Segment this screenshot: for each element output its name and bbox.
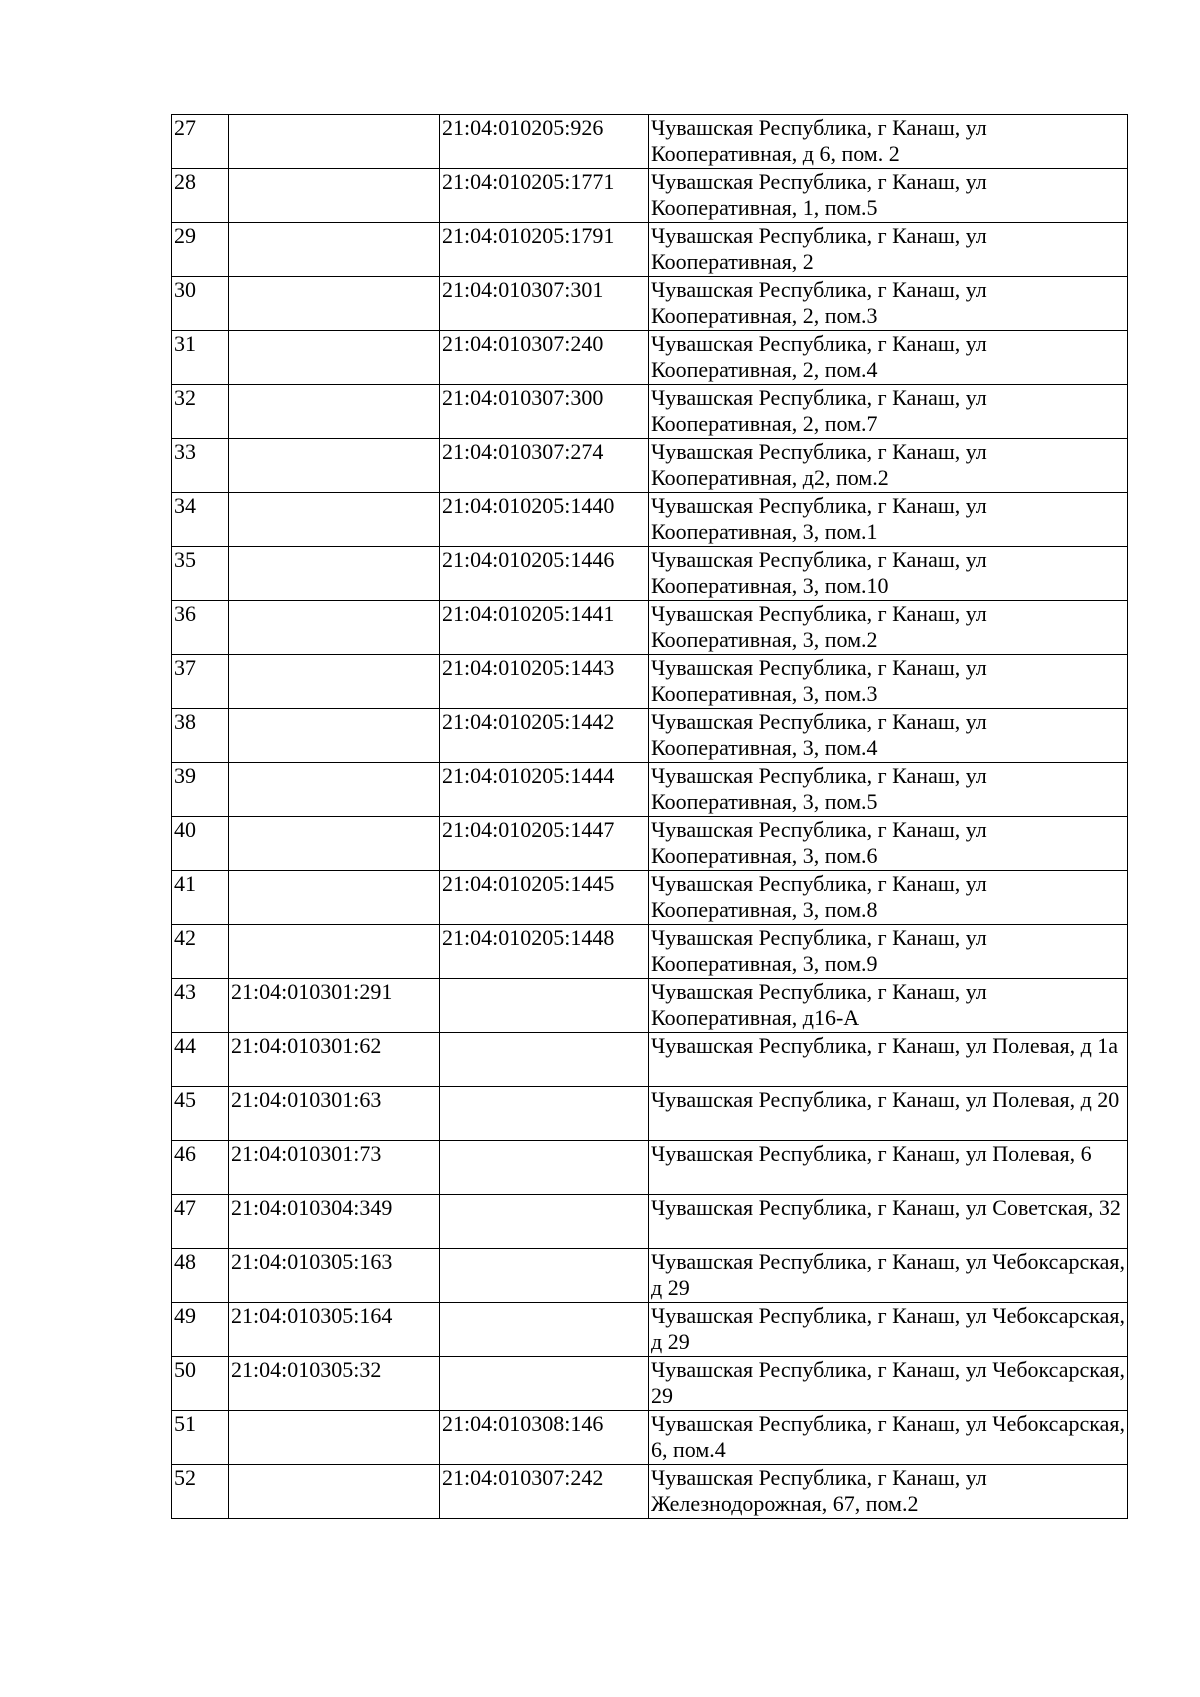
table-row bbox=[172, 385, 1128, 439]
address-cell: Чувашская Республика, г Канаш, ул Кооперативная, 3, пом.6 bbox=[649, 817, 1128, 871]
table-row bbox=[172, 601, 1128, 655]
row-number-cell: 30 bbox=[172, 277, 229, 331]
premises-cadastral-number-cell: 21:04:010307:301 bbox=[440, 277, 649, 331]
premises-cadastral-number-cell: 21:04:010307:240 bbox=[440, 331, 649, 385]
address-cell: Чувашская Республика, г Канаш, ул Чебоксарская, 6, пом.4 bbox=[649, 1411, 1128, 1465]
premises-cadastral-number-cell: 21:04:010205:1444 bbox=[440, 763, 649, 817]
address-cell: Чувашская Республика, г Канаш, ул Кооперативная, 3, пом.4 bbox=[649, 709, 1128, 763]
premises-cadastral-number-cell: 21:04:010205:1445 bbox=[440, 871, 649, 925]
table-row bbox=[172, 763, 1128, 817]
row-number-cell: 44 bbox=[172, 1033, 229, 1087]
address-cell: Чувашская Республика, г Канаш, ул Чебоксарская, д 29 bbox=[649, 1303, 1128, 1357]
cadastral-number-cell: 21:04:010304:349 bbox=[229, 1195, 440, 1249]
table-row bbox=[172, 817, 1128, 871]
row-number-cell: 51 bbox=[172, 1411, 229, 1465]
row-number-cell: 27 bbox=[172, 115, 229, 169]
address-cell: Чувашская Республика, г Канаш, ул Кооперативная, д2, пом.2 bbox=[649, 439, 1128, 493]
address-cell: Чувашская Республика, г Канаш, ул Кооперативная, 3, пом.5 bbox=[649, 763, 1128, 817]
row-number-cell: 37 bbox=[172, 655, 229, 709]
premises-cadastral-number-cell bbox=[440, 1033, 649, 1087]
cadastral-number-cell: 21:04:010305:163 bbox=[229, 1249, 440, 1303]
table-row bbox=[172, 1465, 1128, 1519]
row-number-cell: 45 bbox=[172, 1087, 229, 1141]
cadastral-number-cell: 21:04:010305:32 bbox=[229, 1357, 440, 1411]
address-cell: Чувашская Республика, г Канаш, ул Кооперативная, 2 bbox=[649, 223, 1128, 277]
premises-cadastral-number-cell bbox=[440, 1087, 649, 1141]
row-number-cell: 46 bbox=[172, 1141, 229, 1195]
row-number-cell: 43 bbox=[172, 979, 229, 1033]
address-cell: Чувашская Республика, г Канаш, ул Кооперативная, 2, пом.3 bbox=[649, 277, 1128, 331]
table-row bbox=[172, 1249, 1128, 1303]
row-number-cell: 50 bbox=[172, 1357, 229, 1411]
premises-cadastral-number-cell: 21:04:010205:1447 bbox=[440, 817, 649, 871]
premises-cadastral-number-cell: 21:04:010307:242 bbox=[440, 1465, 649, 1519]
table-row bbox=[172, 1087, 1128, 1141]
table-row bbox=[172, 547, 1128, 601]
cadastral-number-cell: 21:04:010301:73 bbox=[229, 1141, 440, 1195]
premises-cadastral-number-cell bbox=[440, 1249, 649, 1303]
address-cell: Чувашская Республика, г Канаш, ул Кооперативная, 3, пом.3 bbox=[649, 655, 1128, 709]
cadastral-number-cell bbox=[229, 1465, 440, 1519]
table-row bbox=[172, 1357, 1128, 1411]
address-cell: Чувашская Республика, г Канаш, ул Кооперативная, 1, пом.5 bbox=[649, 169, 1128, 223]
premises-cadastral-number-cell bbox=[440, 1141, 649, 1195]
address-cell: Чувашская Республика, г Канаш, ул Полевая, д 20 bbox=[649, 1087, 1128, 1141]
cadastral-number-cell bbox=[229, 1411, 440, 1465]
premises-cadastral-number-cell: 21:04:010307:274 bbox=[440, 439, 649, 493]
table-row bbox=[172, 1141, 1128, 1195]
row-number-cell: 35 bbox=[172, 547, 229, 601]
table-row bbox=[172, 1303, 1128, 1357]
table-row bbox=[172, 493, 1128, 547]
row-number-cell: 42 bbox=[172, 925, 229, 979]
row-number-cell: 32 bbox=[172, 385, 229, 439]
premises-cadastral-number-cell: 21:04:010205:1441 bbox=[440, 601, 649, 655]
table-row bbox=[172, 1033, 1128, 1087]
cadastral-number-cell bbox=[229, 655, 440, 709]
premises-cadastral-number-cell bbox=[440, 1303, 649, 1357]
cadastral-number-cell bbox=[229, 331, 440, 385]
row-number-cell: 48 bbox=[172, 1249, 229, 1303]
address-cell: Чувашская Республика, г Канаш, ул Железнодорожная, 67, пом.2 bbox=[649, 1465, 1128, 1519]
premises-cadastral-number-cell: 21:04:010205:1448 bbox=[440, 925, 649, 979]
row-number-cell: 47 bbox=[172, 1195, 229, 1249]
premises-cadastral-number-cell: 21:04:010205:1443 bbox=[440, 655, 649, 709]
cadastral-number-cell bbox=[229, 763, 440, 817]
address-cell: Чувашская Республика, г Канаш, ул Кооперативная, 3, пом.9 bbox=[649, 925, 1128, 979]
row-number-cell: 52 bbox=[172, 1465, 229, 1519]
cadastral-number-cell bbox=[229, 817, 440, 871]
table-row bbox=[172, 925, 1128, 979]
row-number-cell: 29 bbox=[172, 223, 229, 277]
table-row bbox=[172, 223, 1128, 277]
property-table bbox=[171, 114, 1128, 1519]
premises-cadastral-number-cell bbox=[440, 979, 649, 1033]
cadastral-number-cell bbox=[229, 115, 440, 169]
cadastral-number-cell bbox=[229, 601, 440, 655]
address-cell: Чувашская Республика, г Канаш, ул Чебоксарская, 29 bbox=[649, 1357, 1128, 1411]
table-row bbox=[172, 871, 1128, 925]
premises-cadastral-number-cell: 21:04:010308:146 bbox=[440, 1411, 649, 1465]
address-cell: Чувашская Республика, г Канаш, ул Чебоксарская, д 29 bbox=[649, 1249, 1128, 1303]
premises-cadastral-number-cell: 21:04:010205:1442 bbox=[440, 709, 649, 763]
cadastral-number-cell bbox=[229, 871, 440, 925]
premises-cadastral-number-cell: 21:04:010205:1791 bbox=[440, 223, 649, 277]
row-number-cell: 34 bbox=[172, 493, 229, 547]
row-number-cell: 39 bbox=[172, 763, 229, 817]
table-row bbox=[172, 979, 1128, 1033]
address-cell: Чувашская Республика, г Канаш, ул Кооперативная, 3, пом.1 bbox=[649, 493, 1128, 547]
premises-cadastral-number-cell bbox=[440, 1195, 649, 1249]
address-cell: Чувашская Республика, г Канаш, ул Кооперативная, 3, пом.2 bbox=[649, 601, 1128, 655]
premises-cadastral-number-cell: 21:04:010205:1440 bbox=[440, 493, 649, 547]
premises-cadastral-number-cell: 21:04:010205:1771 bbox=[440, 169, 649, 223]
row-number-cell: 28 bbox=[172, 169, 229, 223]
row-number-cell: 40 bbox=[172, 817, 229, 871]
cadastral-number-cell bbox=[229, 223, 440, 277]
address-cell: Чувашская Республика, г Канаш, ул Кооперативная, 3, пом.8 bbox=[649, 871, 1128, 925]
row-number-cell: 38 bbox=[172, 709, 229, 763]
premises-cadastral-number-cell bbox=[440, 1357, 649, 1411]
cadastral-number-cell bbox=[229, 547, 440, 601]
cadastral-number-cell bbox=[229, 709, 440, 763]
address-cell: Чувашская Республика, г Канаш, ул Кооперативная, д16-А bbox=[649, 979, 1128, 1033]
row-number-cell: 41 bbox=[172, 871, 229, 925]
table-row bbox=[172, 655, 1128, 709]
table-row bbox=[172, 277, 1128, 331]
address-cell: Чувашская Республика, г Канаш, ул Кооперативная, 3, пом.10 bbox=[649, 547, 1128, 601]
row-number-cell: 49 bbox=[172, 1303, 229, 1357]
row-number-cell: 33 bbox=[172, 439, 229, 493]
row-number-cell: 36 bbox=[172, 601, 229, 655]
cadastral-number-cell bbox=[229, 169, 440, 223]
address-cell: Чувашская Республика, г Канаш, ул Кооперативная, д 6, пом. 2 bbox=[649, 115, 1128, 169]
table-row bbox=[172, 1195, 1128, 1249]
cadastral-number-cell bbox=[229, 385, 440, 439]
address-cell: Чувашская Республика, г Канаш, ул Полевая, д 1а bbox=[649, 1033, 1128, 1087]
cadastral-number-cell: 21:04:010305:164 bbox=[229, 1303, 440, 1357]
table-row bbox=[172, 439, 1128, 493]
premises-cadastral-number-cell: 21:04:010205:1446 bbox=[440, 547, 649, 601]
cadastral-number-cell bbox=[229, 925, 440, 979]
address-cell: Чувашская Республика, г Канаш, ул Советская, 32 bbox=[649, 1195, 1128, 1249]
table-row bbox=[172, 169, 1128, 223]
address-cell: Чувашская Республика, г Канаш, ул Полевая, 6 bbox=[649, 1141, 1128, 1195]
cadastral-number-cell bbox=[229, 493, 440, 547]
cadastral-number-cell: 21:04:010301:62 bbox=[229, 1033, 440, 1087]
property-table-body bbox=[172, 115, 1128, 1519]
table-row bbox=[172, 709, 1128, 763]
table-row bbox=[172, 115, 1128, 169]
cadastral-number-cell bbox=[229, 277, 440, 331]
premises-cadastral-number-cell: 21:04:010307:300 bbox=[440, 385, 649, 439]
cadastral-number-cell: 21:04:010301:63 bbox=[229, 1087, 440, 1141]
premises-cadastral-number-cell: 21:04:010205:926 bbox=[440, 115, 649, 169]
cadastral-number-cell bbox=[229, 439, 440, 493]
row-number-cell: 31 bbox=[172, 331, 229, 385]
table-row bbox=[172, 1411, 1128, 1465]
table-row bbox=[172, 331, 1128, 385]
address-cell: Чувашская Республика, г Канаш, ул Кооперативная, 2, пом.4 bbox=[649, 331, 1128, 385]
address-cell: Чувашская Республика, г Канаш, ул Кооперативная, 2, пом.7 bbox=[649, 385, 1128, 439]
cadastral-number-cell: 21:04:010301:291 bbox=[229, 979, 440, 1033]
